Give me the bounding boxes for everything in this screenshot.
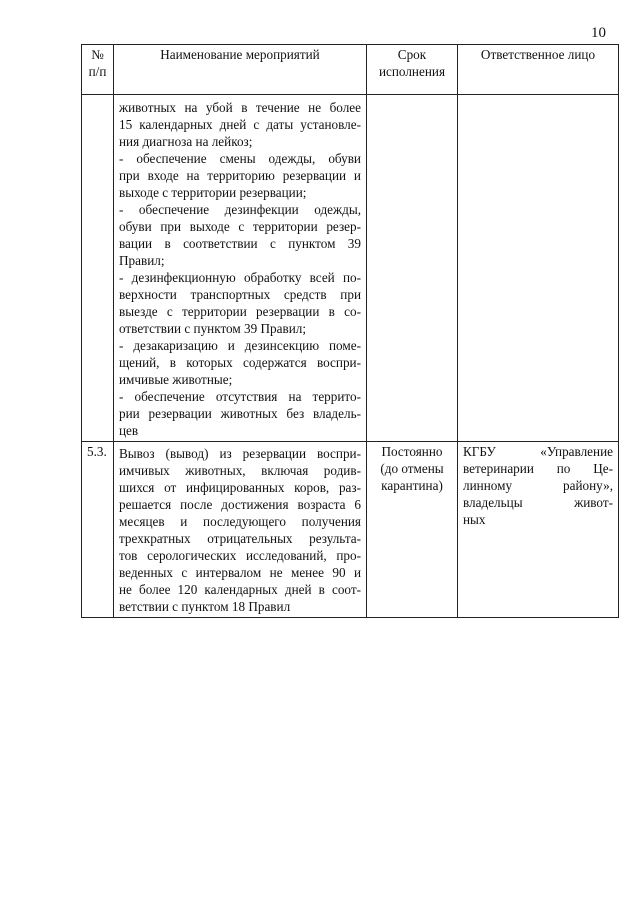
header-term-line-2: исполнения bbox=[378, 64, 446, 79]
header-number-abbr: п/п bbox=[88, 64, 107, 79]
activity-cell bbox=[114, 442, 367, 618]
table-row bbox=[82, 95, 619, 442]
page-number: 10 bbox=[591, 25, 606, 41]
activity-line: обуви при выходе с территории резер- bbox=[119, 219, 361, 234]
responsible-line: владельцы живот- bbox=[463, 495, 613, 510]
activity-line: имчивые животные; bbox=[119, 372, 233, 387]
header-term-line-1: Срок bbox=[397, 47, 427, 62]
activity-line: Правил; bbox=[119, 253, 165, 268]
activity-line: решается после достижения возраста 6 bbox=[119, 497, 361, 512]
measures-table bbox=[81, 44, 619, 618]
activity-line: 15 календарных дней с даты установле- bbox=[119, 117, 361, 132]
activity-line: не более 120 календарных дней в соот- bbox=[119, 582, 361, 597]
activity-line: - дезинфекционную обработку всей по- bbox=[119, 270, 361, 285]
term-line: Постоянно bbox=[381, 444, 443, 459]
row-number: 5.3. bbox=[82, 442, 114, 618]
activity-line: месяцев и последующего получения bbox=[119, 514, 361, 529]
activity-line: верхности транспортных средств при bbox=[119, 287, 361, 302]
activity-line: выходе с территории резервации; bbox=[119, 185, 307, 200]
activity-line: - обеспечение дезинфекции одежды, bbox=[119, 202, 361, 217]
term-line: карантина) bbox=[381, 478, 443, 493]
term-line: (до отмены bbox=[380, 461, 444, 476]
activity-line: имчивых животных, включая родив- bbox=[119, 463, 361, 478]
activity-line: рии резервации животных без владель- bbox=[119, 406, 361, 421]
activity-line: Вывоз (вывод) из резервации воспри- bbox=[119, 446, 361, 461]
responsible-line: КГБУ «Управление bbox=[463, 444, 613, 459]
row-number bbox=[82, 95, 114, 442]
activity-line: щений, в которых содержатся воспри- bbox=[119, 355, 361, 370]
term-cell bbox=[367, 442, 458, 618]
activity-line: цев bbox=[119, 423, 139, 438]
header-activity: Наименование мероприятий bbox=[114, 45, 367, 95]
activity-line: трехкратных отрицательных результа- bbox=[119, 531, 361, 546]
activity-line: - обеспечение отсутствия на террито- bbox=[119, 389, 361, 404]
header-number bbox=[82, 45, 114, 95]
responsible-line: ных bbox=[463, 512, 486, 527]
responsible-cell bbox=[458, 442, 619, 618]
activity-cell bbox=[114, 95, 367, 442]
responsible-line: ветеринарии по Це- bbox=[463, 461, 613, 476]
header-responsible: Ответственное лицо bbox=[458, 45, 619, 95]
activity-line: ветствии с пунктом 18 Правил bbox=[119, 599, 291, 614]
term-cell bbox=[367, 95, 458, 442]
activity-line: веденных с интервалом не менее 90 и bbox=[119, 565, 361, 580]
responsible-line: линному району», bbox=[463, 478, 613, 493]
activity-line: ответствии с пунктом 39 Правил; bbox=[119, 321, 307, 336]
activity-line: при входе на территорию резервации и bbox=[119, 168, 361, 183]
activity-line: животных на убой в течение не более bbox=[119, 100, 361, 115]
table-header-row bbox=[82, 45, 619, 95]
responsible-cell bbox=[458, 95, 619, 442]
activity-line: тов серологических исследований, про- bbox=[119, 548, 361, 563]
activity-line: - обеспечение смены одежды, обуви bbox=[119, 151, 361, 166]
activity-line: выезде с территории резервации в со- bbox=[119, 304, 361, 319]
activity-line: шихся от инфицированных коров, раз- bbox=[119, 480, 361, 495]
activity-line: вации в соответствии с пунктом 39 bbox=[119, 236, 361, 251]
header-term bbox=[367, 45, 458, 95]
header-number-symbol: № bbox=[91, 47, 104, 62]
activity-line: - дезакаризацию и дезинсекцию поме- bbox=[119, 338, 361, 353]
activity-line: ния диагноза на лейкоз; bbox=[119, 134, 253, 149]
table-row bbox=[82, 442, 619, 618]
